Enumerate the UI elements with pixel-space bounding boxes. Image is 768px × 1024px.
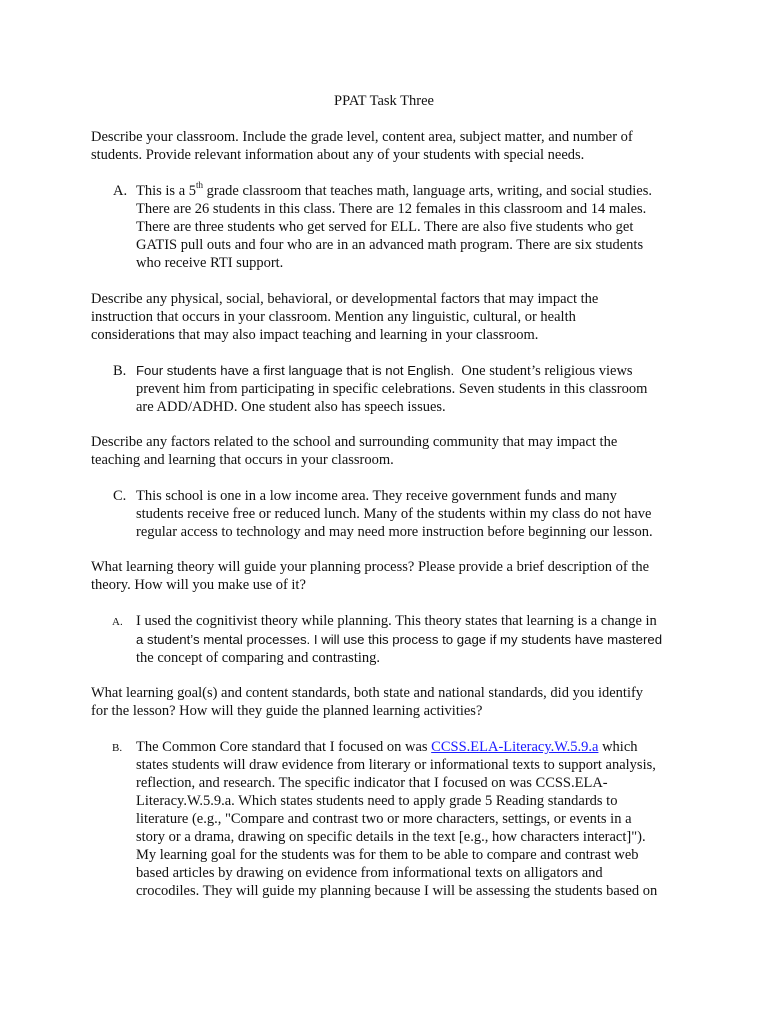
question-line: teaching and learning that occurs in your classroom. (91, 452, 394, 468)
page-title: PPAT Task Three (334, 93, 434, 109)
question-line: instruction that occurs in your classroom. Mention any linguistic, cultural, or health (91, 309, 576, 325)
answer-line (136, 362, 696, 380)
answer-line: states students will draw evidence from literary or informational texts to support analysis, (136, 757, 656, 773)
answer-line (136, 738, 696, 756)
answer-line: This school is one in a low income area. They receive government funds and many (136, 488, 617, 504)
question-learning-theory (91, 558, 691, 594)
list-marker: B. (112, 742, 123, 754)
answer-line: the concept of comparing and contrasting. (136, 650, 381, 666)
question-line: for the lesson? How will they guide the planned learning activities? (91, 703, 483, 719)
answer-line: students receive free or reduced lunch. Many of the students within my class do not have (136, 506, 652, 522)
answer-text: grade classroom that teaches math, language arts, writing, and social studies. (203, 183, 652, 199)
answer-line: based articles by drawing on evidence from informational texts on alligators and (136, 865, 603, 881)
answer-line: reflection, and research. The specific indicator that I focused on was CCSS.ELA- (136, 775, 608, 791)
answer-community (136, 487, 696, 541)
answer-text: This is a 5 (136, 183, 197, 199)
superscript: th (196, 180, 204, 191)
list-marker: B. (113, 363, 127, 379)
answer-line: GATIS pull outs and four who are in an advanced math program. There are six students (136, 237, 644, 253)
list-marker: A. (112, 616, 123, 628)
answer-line: literature (e.g., "Compare and contrast two or more characters, settings, or events in a (136, 811, 632, 827)
answer-text: One student’s religious views (461, 363, 633, 379)
question-community (91, 433, 691, 469)
question-line: What learning goal(s) and content standards, both state and national standards, did you identify (91, 685, 644, 701)
answer-learning-goals (136, 738, 696, 900)
question-line: Describe your classroom. Include the grade level, content area, subject matter, and number of (91, 129, 633, 145)
standard-link[interactable]: CCSS.ELA-Literacy.W.5.9.a (431, 739, 599, 755)
answer-line: crocodiles. They will guide my planning because I will be assessing the students based on (136, 883, 658, 899)
question-classroom (91, 128, 691, 164)
question-line: students. Provide relevant information about any of your students with special needs. (91, 147, 585, 163)
question-line: What learning theory will guide your planning process? Please provide a brief description of the (91, 559, 650, 575)
answer-line: story or a drama, drawing on specific details in the text [e.g., how characters interact]"). (136, 829, 646, 845)
answer-line: Literacy.W.5.9.a. Which states students need to apply grade 5 Reading standards to (136, 793, 618, 809)
answer-text: which (598, 739, 638, 755)
question-line: Describe any physical, social, behavioral, or developmental factors that may impact the (91, 291, 599, 307)
answer-factors (136, 362, 696, 416)
list-marker: A. (113, 183, 128, 199)
answer-line: I used the cognitivist theory while planning. This theory states that learning is a change in (136, 613, 657, 629)
answer-text: Four students have a first language that is not English. (136, 363, 455, 378)
answer-line: prevent him from participating in specific celebrations. Seven students in this classroom (136, 381, 648, 397)
question-line: considerations that may also impact teaching and learning in your classroom. (91, 327, 539, 343)
question-line: Describe any factors related to the school and surrounding community that may impact the (91, 434, 618, 450)
answer-learning-theory (136, 612, 696, 667)
answer-text: The Common Core standard that I focused on was (136, 739, 432, 755)
question-factors (91, 290, 691, 344)
answer-line: There are three students who get served for ELL. There are also five students who get (136, 219, 634, 235)
answer-classroom (136, 182, 696, 272)
list-marker: C. (113, 488, 127, 504)
answer-line: There are 26 students in this class. There are 12 females in this classroom and 14 males. (136, 201, 647, 217)
answer-line (136, 182, 696, 200)
question-learning-goals (91, 684, 691, 720)
answer-line: a student’s mental processes. I will use this process to gage if my students have mastered (136, 632, 663, 647)
question-line: theory. How will you make use of it? (91, 577, 306, 593)
answer-line: regular access to technology and may need more instruction before beginning our lesson. (136, 524, 653, 540)
answer-line: are ADD/ADHD. One student also has speech issues. (136, 399, 446, 415)
answer-line: My learning goal for the students was for them to be able to compare and contrast web (136, 847, 639, 863)
answer-line: who receive RTI support. (136, 255, 284, 271)
